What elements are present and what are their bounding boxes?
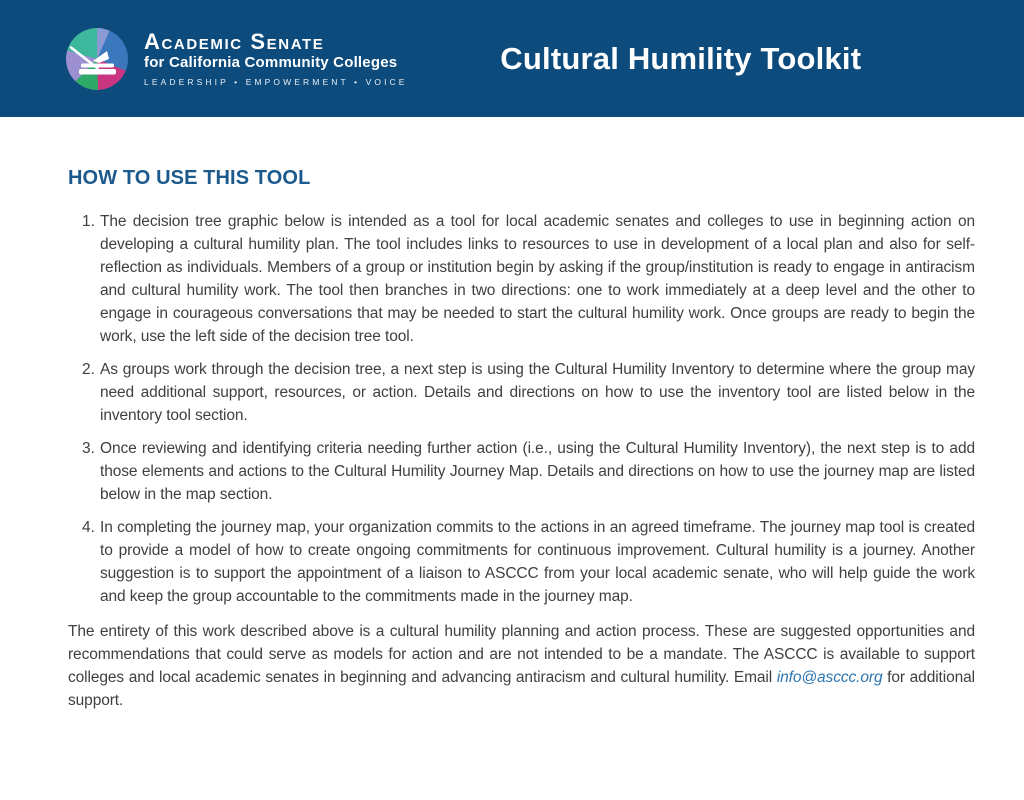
document-body (0, 117, 1024, 712)
step-text: As groups work through the decision tree, a next step is using the Cultural Humility Inventory to determine where the group may need additional support, resources, or action. Details and directions on how to use the inventory tool are listed below in the inventory tool section. (100, 361, 975, 424)
org-name: Academic Senate (144, 28, 325, 54)
step-number: 1. (82, 213, 95, 230)
closing-text-before: The entirety of this work described above is a cultural humility planning and action process. These are suggested opportunities and recommendations that could serve as models for action and are not intended to be a mandate. The ASCCC is available to support colleges and local academic senates in beginning and advancing antiracism and cultural humility. Email (68, 623, 975, 686)
step-text: In completing the journey map, your organization commits to the actions in an agreed timeframe. The journey map tool is created to provide a model of how to create ongoing commitments for continuous improvement. Cultural humility is a journey. Another suggestion is to support the appointment of a liaison to ASCCC from your local academic senate, who will help guide the work and keep the group accountable to the commitments made in the journey map. (100, 519, 975, 605)
page-title: Cultural Humility Toolkit (500, 40, 862, 76)
asccc-logo (66, 28, 408, 90)
step-text: The decision tree graphic below is intended as a tool for local academic senates and colleges to use in beginning action on developing a cultural humility plan. The tool includes links to resources to use in development of a local plan and also for self-reflection as individuals. Members of a group or institution begin by asking if the group/institution is ready to engage in antiracism and cultural humility work. The tool then branches in two directions: one to work immediately at a deep level and the other to engage in courageous conversations that may be needed to start the cultural humility work. Once groups are ready to begin the work, use the left side of the decision tree tool. (100, 213, 975, 345)
step-item-1 (82, 210, 975, 348)
step-number: 4. (82, 519, 95, 536)
closing-text-after: for additional support. (68, 669, 976, 709)
email-link[interactable]: info@asccc.org (776, 669, 883, 686)
step-item-4 (82, 516, 975, 608)
how-to-steps-list (68, 210, 975, 608)
step-item-2 (82, 358, 975, 427)
step-text: Once reviewing and identifying criteria needing further action (i.e., using the Cultural Humility Inventory), the next step is to add those elements and actions to the Cultural Humility Journey Map. Details and directions on how to use the journey map are listed below in the map section. (100, 440, 975, 503)
section-heading: HOW TO USE THIS TOOL (68, 167, 311, 189)
step-number: 2. (82, 361, 95, 378)
org-tagline: LEADERSHIP • EMPOWERMENT • VOICE (144, 76, 408, 87)
header-bar (0, 0, 1024, 117)
book-and-quill-icon (66, 28, 128, 90)
closing-paragraph (68, 620, 975, 712)
org-subtitle: for California Community Colleges (144, 54, 398, 72)
logo-text (144, 30, 408, 88)
step-item-3 (82, 437, 975, 506)
step-number: 3. (82, 440, 95, 457)
